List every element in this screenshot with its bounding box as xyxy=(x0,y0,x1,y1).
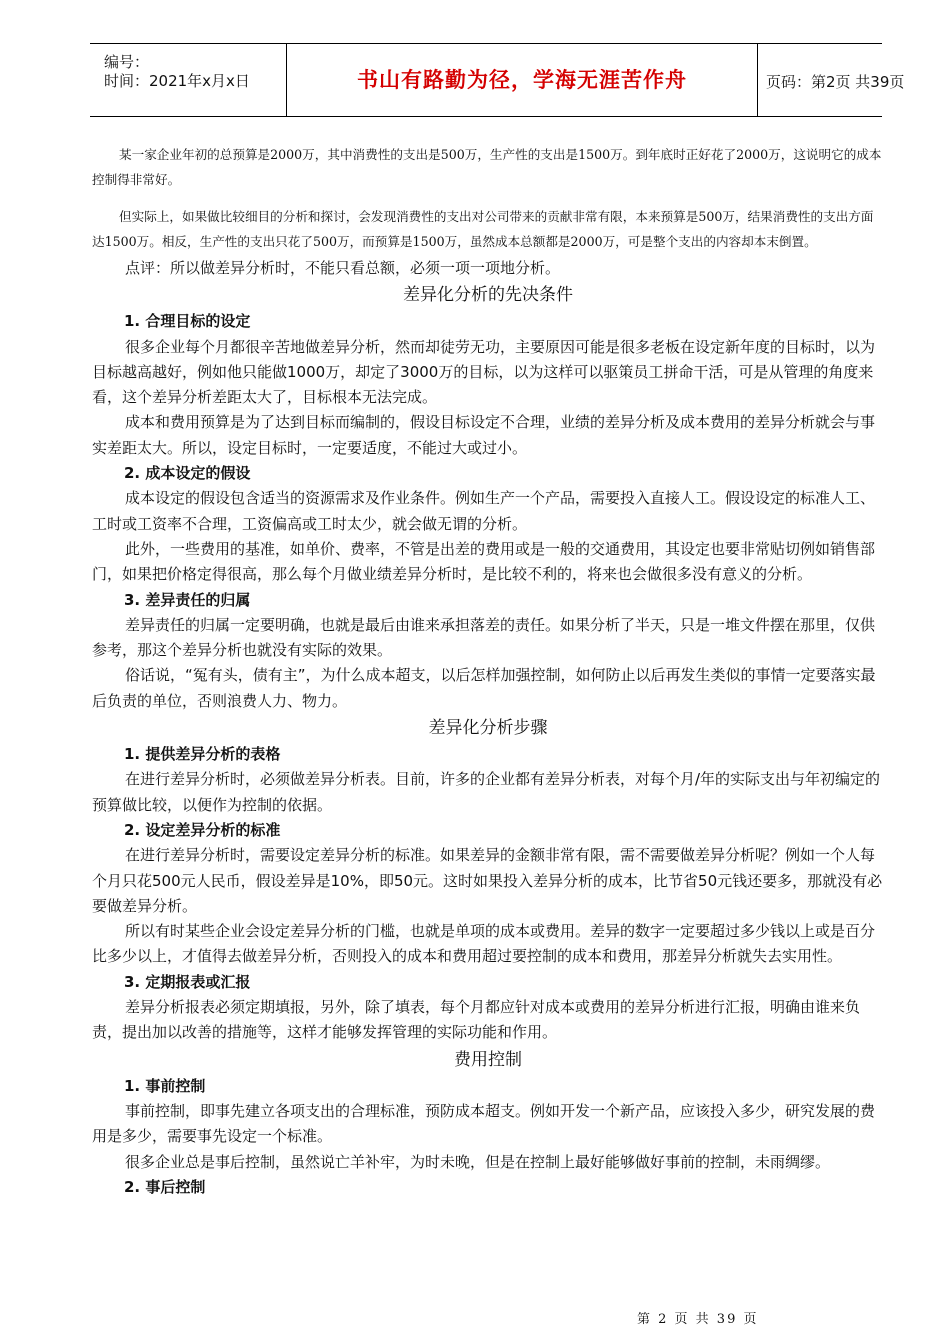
document-body xyxy=(92,142,884,1200)
document-time-label: 时间：2021年x月x日 xyxy=(104,72,250,90)
section-title: 差异化分析的先决条件 xyxy=(403,285,573,306)
header-page-info: 页码：第2页 共39页 xyxy=(766,73,905,91)
subsection-heading: 3. 差异责任的归属 xyxy=(124,590,251,609)
body-paragraph: 此外，一些费用的基准，如单价、费率，不管是出差的费用或是一般的交通费用，其设定也要非常贴切例如销售部门，如果把价格定得很高，那么每个月做业绩差异分析时，是比较不利的，将来也会做很多没有意义的分析。 xyxy=(92,539,876,584)
section-title: 差异化分析步骤 xyxy=(428,718,548,739)
subsection-heading: 3. 定期报表或汇报 xyxy=(124,972,251,991)
document-number-label: 编号： xyxy=(104,53,150,71)
body-paragraph: 差异责任的归属一定要明确，也就是最后由谁来承担落差的责任。如果分析了半天，只是一堆文件摆在那里，仅供参考，那这个差异分析也就没有实际的效果。 xyxy=(92,615,876,660)
comment-paragraph: 点评：所以做差异分析时，不能只看总额，必须一项一项地分析。 xyxy=(125,259,561,277)
header-motto: 书山有路勤为径，学海无涯苦作舟 xyxy=(357,68,687,92)
section-title: 费用控制 xyxy=(454,1049,522,1070)
header-meta-cell xyxy=(90,44,287,116)
subsection-heading: 1. 事前控制 xyxy=(124,1076,206,1095)
subsection-heading: 2. 设定差异分析的标准 xyxy=(124,820,281,839)
body-paragraph: 成本和费用预算是为了达到目标而编制的，假设目标设定不合理，业绩的差异分析及成本费用的差异分析就会与事实差距太大。所以，设定目标时，一定要适度，不能过大或过小。 xyxy=(92,413,876,457)
header-motto-cell xyxy=(287,44,758,116)
header-page-cell xyxy=(758,44,905,116)
body-paragraph: 成本设定的假设包含适当的资源需求及作业条件。例如生产一个产品，需要投入直接人工。假设设定的标准人工、工时或工资率不合理，工资偏高或工时太少，就会做无谓的分析。 xyxy=(92,489,876,533)
body-paragraph: 事前控制，即事先建立各项支出的合理标准，预防成本超支。例如开发一个新产品，应该投入多少，研究发展的费用是多少，需要事先设定一个标准。 xyxy=(92,1101,876,1146)
body-paragraph: 差异分析报表必须定期填报，另外，除了填表，每个月都应针对成本或费用的差异分析进行汇报，明确由谁来负责，提出加以改善的措施等，这样才能够发挥管理的实际功能和作用。 xyxy=(92,998,861,1042)
page-footer: 第 2 页 共 39 页 xyxy=(637,1312,759,1327)
subsection-heading: 1. 提供差异分析的表格 xyxy=(124,745,281,764)
subsection-heading: 2. 事后控制 xyxy=(124,1177,206,1196)
body-paragraph: 在进行差异分析时，必须做差异分析表。目前，许多的企业都有差异分析表，对每个月/年的实际支出与年初编定的预算做比较，以便作为控制的依据。 xyxy=(92,770,881,814)
subsection-heading: 1. 合理目标的设定 xyxy=(124,312,251,331)
body-paragraph: 很多企业总是事后控制，虽然说亡羊补牢，为时未晚，但是在控制上最好能够做好事前的控制，未雨绸缪。 xyxy=(125,1152,831,1171)
subsection-heading: 2. 成本设定的假设 xyxy=(124,464,251,483)
intro-paragraph: 但实际上，如果做比较细目的分析和探讨，会发现消费性的支出对公司带来的贡献非常有限，本来预算是500万，结果消费性的支出方面达1500万。相反，生产性的支出只花了500万，而预算是1500万，虽然成本总额都是2000万，可是整个支出的内容却本末倒置。 xyxy=(92,209,874,249)
intro-paragraph: 某一家企业年初的总预算是2000万，其中消费性的支出是500万，生产性的支出是1500万。到年底时正好花了2000万，这说明它的成本控制得非常好。 xyxy=(92,147,882,187)
body-paragraph: 俗话说，“冤有头，债有主”，为什么成本超支，以后怎样加强控制，如何防止以后再发生类似的事情一定要落实最后负责的单位，否则浪费人力、物力。 xyxy=(92,666,876,710)
body-paragraph: 在进行差异分析时，需要设定差异分析的标准。如果差异的金额非常有限，需不需要做差异分析呢？例如一个人每个月只花500元人民币，假设差异是10%，即50元。这时如果投入差异分析的成本，比节省50元钱还要多，那就没有必要做差异分析。 xyxy=(92,846,883,915)
page-header xyxy=(90,43,905,117)
body-paragraph: 所以有时某些企业会设定差异分析的门槛，也就是单项的成本或费用。差异的数字一定要超过多少钱以上或是百分比多少以上，才值得去做差异分析，否则投入的成本和费用超过要控制的成本和费用，那差异分析就失去实用性。 xyxy=(92,922,876,966)
body-paragraph: 很多企业每个月都很辛苦地做差异分析，然而却徒劳无功，主要原因可能是很多老板在设定新年度的目标时，以为目标越高越好，例如他只能做1000万，却定了3000万的目标，以为这样可以驱策员工拼命干活，可是从管理的角度来看，这个差异分析差距太大了，目标根本无法完成。 xyxy=(92,337,876,407)
